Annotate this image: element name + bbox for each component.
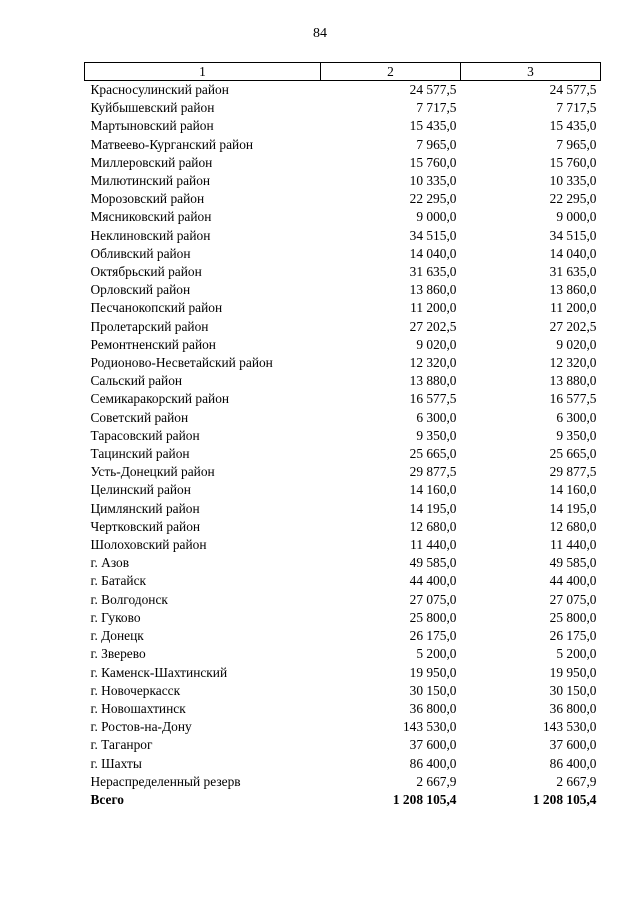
table-row — [85, 572, 601, 590]
row-value-col2: 27 075,0 — [409, 591, 457, 607]
row-value-col3: 2 667,9 — [556, 773, 597, 789]
table-row — [85, 336, 601, 354]
row-value-col2: 25 800,0 — [409, 609, 457, 625]
row-name-cell: Октябрьский район — [90, 264, 202, 280]
row-value-col3: 13 860,0 — [549, 282, 597, 298]
row-name-cell: г. Донецк — [90, 628, 144, 644]
row-value-col2: 34 515,0 — [409, 227, 457, 243]
row-value-col3: 5 200,0 — [556, 646, 597, 662]
row-value-col2: 12 320,0 — [409, 355, 457, 371]
row-value-col2: 24 577,5 — [409, 82, 457, 97]
row-value-col2: 22 295,0 — [409, 191, 457, 207]
row-name-cell: г. Волгодонск — [90, 591, 168, 607]
table-row — [85, 172, 601, 190]
row-value-col2: 37 600,0 — [409, 737, 457, 753]
table-row — [85, 281, 601, 299]
row-value-col3: 9 350,0 — [556, 427, 597, 443]
table-row — [85, 664, 601, 682]
row-value-col2: 9 020,0 — [416, 336, 457, 352]
table-row — [85, 773, 601, 791]
row-value-col3: 9 000,0 — [556, 209, 597, 225]
row-name-cell: Красносулинский район — [90, 82, 229, 97]
row-name-cell: г. Каменск-Шахтинский — [90, 664, 228, 680]
row-value-col2: 14 195,0 — [409, 500, 457, 516]
row-value-col2: 30 150,0 — [409, 682, 457, 698]
row-name-cell: Шолоховский район — [90, 537, 207, 553]
row-value-col2: 11 440,0 — [410, 537, 457, 553]
row-value-col3: 7 965,0 — [556, 136, 597, 152]
row-name-cell: Тацинский район — [90, 446, 190, 462]
table-row — [85, 154, 601, 172]
page-number: 84 — [313, 26, 327, 41]
table-row — [85, 481, 601, 499]
row-name-cell: Сальский район — [90, 373, 183, 389]
row-name-cell: г. Таганрог — [90, 737, 153, 753]
row-name-cell: г. Новочеркасск — [90, 682, 181, 698]
row-value-col3: 25 665,0 — [549, 446, 597, 462]
row-name-cell: Орловский район — [90, 282, 191, 298]
row-value-col3: 13 880,0 — [549, 373, 597, 389]
total-value-col2: 1 208 105,4 — [392, 791, 457, 807]
total-label: Всего — [90, 791, 124, 807]
row-value-col3: 44 400,0 — [549, 573, 597, 589]
row-value-col2: 36 800,0 — [409, 700, 457, 716]
row-value-col3: 16 577,5 — [549, 391, 597, 407]
table-row — [85, 609, 601, 627]
table-row — [85, 536, 601, 554]
row-value-col2: 14 160,0 — [409, 482, 457, 498]
row-value-col2: 15 435,0 — [409, 118, 457, 134]
row-value-col2: 13 880,0 — [409, 373, 457, 389]
row-value-col3: 36 800,0 — [549, 700, 597, 716]
row-value-col3: 7 717,5 — [556, 100, 597, 116]
row-value-col2: 19 950,0 — [409, 664, 457, 680]
row-value-col2: 7 965,0 — [416, 136, 457, 152]
table-row — [85, 500, 601, 518]
table-row — [85, 81, 601, 100]
row-name-cell: г. Шахты — [90, 755, 142, 771]
row-value-col2: 49 585,0 — [409, 555, 457, 571]
table-row — [85, 554, 601, 572]
table-row — [85, 682, 601, 700]
table-row — [85, 627, 601, 645]
row-name-cell: Морозовский район — [90, 191, 205, 207]
row-value-col3: 24 577,5 — [549, 82, 597, 97]
row-name-cell: г. Ростов-на-Дону — [90, 719, 192, 735]
table-row — [85, 318, 601, 336]
row-value-col2: 15 760,0 — [409, 154, 457, 170]
row-value-col3: 143 530,0 — [542, 719, 597, 735]
row-value-col3: 11 200,0 — [550, 300, 597, 316]
row-name-cell: Пролетарский район — [90, 318, 209, 334]
column-header-1: 1 — [85, 63, 321, 81]
row-name-cell: Куйбышевский район — [90, 100, 215, 116]
row-value-col3: 14 195,0 — [549, 500, 597, 516]
table-row — [85, 427, 601, 445]
row-value-col2: 10 335,0 — [409, 173, 457, 189]
row-name-cell: Мартыновский район — [90, 118, 214, 134]
row-value-col3: 12 320,0 — [549, 355, 597, 371]
table-row — [85, 390, 601, 408]
row-name-cell: Обливский район — [90, 245, 191, 261]
row-name-cell: Тарасовский район — [90, 427, 200, 443]
row-name-cell: Матвеево-Курганский район — [90, 136, 254, 152]
row-name-cell: г. Зверево — [90, 646, 146, 662]
row-value-col3: 19 950,0 — [549, 664, 597, 680]
row-name-cell: Советский район — [90, 409, 189, 425]
table-row — [85, 136, 601, 154]
row-value-col3: 25 800,0 — [549, 609, 597, 625]
row-value-col2: 9 000,0 — [416, 209, 457, 225]
row-name-cell: Усть-Донецкий район — [90, 464, 215, 480]
table-row — [85, 718, 601, 736]
row-name-cell: Чертковский район — [90, 518, 201, 534]
row-value-col3: 9 020,0 — [556, 336, 597, 352]
budget-table — [84, 62, 601, 809]
row-value-col3: 22 295,0 — [549, 191, 597, 207]
total-value-col3: 1 208 105,4 — [532, 791, 597, 807]
table-row — [85, 736, 601, 754]
table-row — [85, 354, 601, 372]
table-row — [85, 755, 601, 773]
row-value-col2: 6 300,0 — [416, 409, 457, 425]
row-value-col2: 2 667,9 — [416, 773, 457, 789]
row-value-col3: 15 435,0 — [549, 118, 597, 134]
row-value-col2: 12 680,0 — [409, 518, 457, 534]
row-value-col3: 14 040,0 — [549, 245, 597, 261]
row-value-col2: 26 175,0 — [409, 628, 457, 644]
table-row — [85, 227, 601, 245]
row-value-col3: 15 760,0 — [549, 154, 597, 170]
row-value-col2: 7 717,5 — [416, 100, 457, 116]
row-name-cell: г. Батайск — [90, 573, 147, 589]
row-value-col3: 6 300,0 — [556, 409, 597, 425]
row-value-col3: 31 635,0 — [549, 264, 597, 280]
row-value-col2: 25 665,0 — [409, 446, 457, 462]
table-row — [85, 445, 601, 463]
table-body — [85, 81, 601, 791]
row-value-col2: 44 400,0 — [409, 573, 457, 589]
row-value-col3: 10 335,0 — [549, 173, 597, 189]
table-row — [85, 645, 601, 663]
row-value-col2: 11 200,0 — [410, 300, 457, 316]
row-value-col3: 12 680,0 — [549, 518, 597, 534]
row-name-cell: Миллеровский район — [90, 154, 213, 170]
row-value-col3: 27 202,5 — [549, 318, 597, 334]
row-name-cell: г. Новошахтинск — [90, 700, 186, 716]
row-value-col2: 31 635,0 — [409, 264, 457, 280]
row-name-cell: г. Азов — [90, 555, 130, 571]
table-row — [85, 263, 601, 281]
row-value-col2: 29 877,5 — [409, 464, 457, 480]
table-row — [85, 99, 601, 117]
row-name-cell: Нераспределенный резерв — [90, 773, 241, 789]
row-value-col3: 30 150,0 — [549, 682, 597, 698]
column-header-3: 3 — [461, 63, 601, 81]
row-name-cell: Неклиновский район — [90, 227, 211, 243]
row-value-col3: 37 600,0 — [549, 737, 597, 753]
table-row — [85, 372, 601, 390]
row-value-col2: 5 200,0 — [416, 646, 457, 662]
row-name-cell: Милютинский район — [90, 173, 211, 189]
row-name-cell: Ремонтненский район — [90, 336, 216, 352]
row-value-col2: 16 577,5 — [409, 391, 457, 407]
row-value-col3: 29 877,5 — [549, 464, 597, 480]
row-value-col2: 27 202,5 — [409, 318, 457, 334]
row-value-col2: 14 040,0 — [409, 245, 457, 261]
row-name-cell: Песчанокопский район — [90, 300, 223, 316]
row-value-col3: 34 515,0 — [549, 227, 597, 243]
table-row — [85, 117, 601, 135]
row-name-cell: Мясниковский район — [90, 209, 212, 225]
row-value-col3: 26 175,0 — [549, 628, 597, 644]
row-name-cell: Целинский район — [90, 482, 191, 498]
row-value-col2: 143 530,0 — [402, 719, 457, 735]
table-row — [85, 518, 601, 536]
row-name-cell: Цимлянский район — [90, 500, 200, 516]
row-value-col2: 86 400,0 — [409, 755, 457, 771]
table-row — [85, 700, 601, 718]
table-row — [85, 409, 601, 427]
row-value-col3: 14 160,0 — [549, 482, 597, 498]
row-value-col3: 49 585,0 — [549, 555, 597, 571]
column-header-2: 2 — [321, 63, 461, 81]
row-value-col3: 86 400,0 — [549, 755, 597, 771]
row-value-col2: 9 350,0 — [416, 427, 457, 443]
table-row — [85, 463, 601, 481]
row-value-col2: 13 860,0 — [409, 282, 457, 298]
table-row — [85, 190, 601, 208]
row-name-cell: Семикаракорский район — [90, 391, 230, 407]
row-name-cell: Родионово-Несветайский район — [90, 355, 273, 371]
row-value-col3: 11 440,0 — [550, 537, 597, 553]
row-name-cell: г. Гуково — [90, 609, 141, 625]
table-row — [85, 591, 601, 609]
table-row — [85, 208, 601, 226]
table-row — [85, 245, 601, 263]
table-header-row — [85, 63, 601, 81]
total-row — [85, 791, 601, 809]
table-row — [85, 299, 601, 317]
row-value-col3: 27 075,0 — [549, 591, 597, 607]
